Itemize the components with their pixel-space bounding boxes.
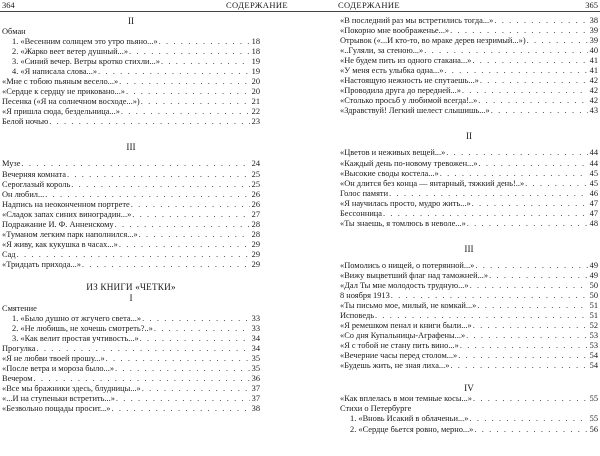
toc-entry xyxy=(340,209,598,219)
entry-page-number: 25 xyxy=(251,179,260,189)
entry-page-number: 47 xyxy=(589,208,598,218)
dot-leader xyxy=(71,180,250,190)
dot-leader xyxy=(119,240,250,250)
dot-leader xyxy=(21,159,250,169)
dot-leader xyxy=(98,67,250,77)
entry-page-number: 37 xyxy=(251,384,260,394)
entry-page-number: 51 xyxy=(589,311,598,321)
entry-page-number: 29 xyxy=(251,239,260,249)
entry-title: Голос памяти xyxy=(340,188,389,198)
toc-entry xyxy=(2,170,260,180)
dot-leader xyxy=(142,384,250,394)
dot-leader xyxy=(154,324,250,334)
page-number: 364 xyxy=(2,0,15,10)
left-toc xyxy=(2,16,260,415)
toc-entry xyxy=(2,180,260,190)
dot-leader xyxy=(129,47,250,57)
entry-title: «Дал Ты мне молодость трудную...» xyxy=(340,280,469,290)
entry-page-number: 20 xyxy=(251,77,260,87)
toc-entry xyxy=(2,230,260,240)
dot-leader xyxy=(142,314,250,324)
section-numeral: I xyxy=(129,292,133,303)
entry-title: «Не будем пить из одного стакана...» xyxy=(340,56,472,66)
entry-title: 2. «Сердце бьется ровно, мерно...» xyxy=(350,424,474,434)
dot-leader xyxy=(489,271,588,281)
entry-page-number: 44 xyxy=(589,158,598,168)
toc-entry xyxy=(2,117,260,127)
entry-title: «Здравствуй! Легкий шелест слышишь...» xyxy=(340,106,490,116)
toc-entry xyxy=(2,364,260,374)
entry-title: Обман xyxy=(2,27,26,36)
entry-page-number: 24 xyxy=(251,159,260,169)
dot-leader xyxy=(479,159,588,169)
entry-page-number: 49 xyxy=(589,270,598,280)
entry-page-number: 25 xyxy=(251,169,260,179)
entry-page-number: 27 xyxy=(251,209,260,219)
entry-page-number: 40 xyxy=(589,46,598,56)
section-numeral: II xyxy=(465,131,473,142)
entry-title: «Тридцать прихода...» xyxy=(2,259,81,269)
toc-entry xyxy=(340,66,598,76)
toc-entry xyxy=(340,96,598,106)
entry-title: Он любил... xyxy=(2,189,45,199)
dot-leader xyxy=(45,190,250,200)
entry-title: Подражание И. Ф. Анненскому xyxy=(2,219,114,229)
entry-title: «Будешь жить, не зная лиха...» xyxy=(340,361,450,371)
dot-leader xyxy=(121,107,250,117)
toc-entry xyxy=(2,97,260,107)
dot-leader xyxy=(37,344,250,354)
entry-title: Надпись на неоконченном портрете xyxy=(2,199,130,209)
spacer xyxy=(340,371,598,383)
entry-page-number: 41 xyxy=(589,56,598,66)
toc-entry xyxy=(2,47,260,57)
dot-leader xyxy=(126,87,250,97)
entry-title: Прогулка xyxy=(2,344,36,354)
dot-leader xyxy=(475,261,588,271)
toc-entry xyxy=(340,159,598,169)
dot-leader xyxy=(477,301,588,311)
toc-entry xyxy=(340,321,598,331)
dot-leader xyxy=(140,334,250,344)
dot-leader xyxy=(49,117,250,127)
entry-page-number: 50 xyxy=(589,280,598,290)
toc-entry xyxy=(340,189,598,199)
entry-page-number: 54 xyxy=(589,361,598,371)
page-number: 365 xyxy=(585,0,598,10)
entry-title: «Ты знаешь, я томлюсь в неволе...» xyxy=(340,218,466,228)
entry-page-number: 34 xyxy=(251,334,260,344)
toc-entry xyxy=(2,304,260,314)
dot-leader xyxy=(472,199,588,209)
entry-page-number: 46 xyxy=(589,188,598,198)
entry-title: «После ветра и мороза было...» xyxy=(2,364,115,374)
entry-page-number: 34 xyxy=(251,344,260,354)
entry-title: «Безвольно пощады просит...» xyxy=(2,404,111,414)
toc-entry xyxy=(340,291,598,301)
right-running-header xyxy=(300,0,600,10)
spacer xyxy=(340,229,598,244)
running-head-title: СОДЕРЖАНИЕ xyxy=(337,0,400,10)
dot-leader xyxy=(527,36,588,46)
dot-leader xyxy=(132,210,250,220)
entry-title: «Покорно мне воображенье...» xyxy=(340,26,450,36)
toc-entry xyxy=(340,86,598,96)
dot-leader xyxy=(141,97,250,107)
entry-title: Бессонница xyxy=(340,208,383,218)
toc-entry xyxy=(340,331,598,341)
entry-page-number: 21 xyxy=(251,97,260,107)
entry-page-number: 47 xyxy=(589,198,598,208)
entry-title: «Мне с тобою пьяным весело...» xyxy=(2,77,119,87)
entry-page-number: 53 xyxy=(589,341,598,351)
entry-page-number: 28 xyxy=(251,229,260,239)
entry-page-number: 38 xyxy=(251,404,260,414)
dot-leader xyxy=(131,200,250,210)
entry-title: «Сладок запах синих виноградин...» xyxy=(2,209,132,219)
entry-title: «Я не любви твоей прошу...» xyxy=(2,354,105,364)
toc-entry xyxy=(2,220,260,230)
toc-entry xyxy=(2,404,260,414)
dot-leader xyxy=(119,77,250,87)
toc-entry xyxy=(2,384,260,394)
toc-entry xyxy=(2,107,260,117)
toc-entry xyxy=(2,27,260,37)
entry-title: «Цветов и неживых вещей...» xyxy=(340,148,446,158)
entry-title: «Вечерние часы перед столом...» xyxy=(340,351,458,361)
dot-leader xyxy=(467,219,588,229)
entry-page-number: 38 xyxy=(589,16,598,25)
entry-title: «Как вплелась в мои темные косы...» xyxy=(340,394,472,404)
toc-entry xyxy=(340,219,598,229)
entry-page-number: 36 xyxy=(251,374,260,384)
toc-entry xyxy=(340,361,598,371)
entry-title: «Он длится без конца — янтарный, тяжкий день!..» xyxy=(340,178,525,188)
toc-entry xyxy=(340,301,598,311)
entry-page-number: 35 xyxy=(251,364,260,374)
entry-title: «Я живу, как кукушка в часах...» xyxy=(2,239,118,249)
dot-leader xyxy=(67,170,250,180)
dot-leader xyxy=(115,364,250,374)
dot-leader xyxy=(491,106,588,116)
toc-entry xyxy=(2,344,260,354)
entry-page-number: 35 xyxy=(251,354,260,364)
toc-entry xyxy=(340,281,598,291)
entry-title: «Туманом легким парк наполнился...» xyxy=(2,229,138,239)
toc-entry xyxy=(2,159,260,169)
entry-title: Отрывок («...И кто-то, во мраке дерев незримый...») xyxy=(340,36,526,46)
toc-entry xyxy=(2,87,260,97)
dot-leader xyxy=(375,311,588,321)
entry-page-number: 39 xyxy=(589,26,598,36)
entry-page-number: 20 xyxy=(251,87,260,97)
entry-title: «В последний раз мы встретились тогда...» xyxy=(340,16,494,25)
entry-page-number: 43 xyxy=(589,106,598,116)
book-subheading: ИЗ КНИГИ «ЧЕТКИ» xyxy=(86,281,176,292)
entry-title: «...И на ступеньки встретить...» xyxy=(2,394,115,404)
toc-entry xyxy=(340,76,598,86)
dot-leader xyxy=(466,331,588,341)
section-numeral: III xyxy=(126,142,136,153)
entry-title: «У меня есть улыбка одна...» xyxy=(340,66,444,76)
entry-title: 4. «Я написала слова...» xyxy=(12,67,98,77)
toc-entry xyxy=(340,16,598,26)
toc-entry xyxy=(2,240,260,250)
toc-entry xyxy=(2,37,260,47)
entry-page-number: 18 xyxy=(251,47,260,57)
entry-title: 3. «Синий вечер. Ветры кротко стихли...» xyxy=(12,57,160,67)
section-numeral: II xyxy=(127,16,135,26)
entry-page-number: 55 xyxy=(589,394,598,404)
entry-page-number: 52 xyxy=(589,321,598,331)
dot-leader xyxy=(424,46,588,56)
toc-entry xyxy=(340,106,598,116)
entry-page-number: 29 xyxy=(251,259,260,269)
dot-leader xyxy=(116,394,250,404)
dot-leader xyxy=(389,189,588,199)
entry-page-number: 48 xyxy=(589,218,598,228)
right-toc xyxy=(340,16,598,435)
entry-page-number: 44 xyxy=(589,148,598,158)
entry-title: 8 ноября 1913 xyxy=(340,290,390,300)
toc-entry xyxy=(340,169,598,179)
dot-leader xyxy=(34,374,250,384)
dot-leader xyxy=(159,37,250,47)
toc-entry xyxy=(2,200,260,210)
toc-entry xyxy=(340,425,598,435)
toc-entry xyxy=(340,199,598,209)
entry-page-number: 22 xyxy=(251,107,260,117)
entry-page-number: 33 xyxy=(251,324,260,334)
entry-page-number: 23 xyxy=(251,117,260,127)
entry-page-number: 39 xyxy=(589,36,598,46)
entry-page-number: 51 xyxy=(589,301,598,311)
toc-entry xyxy=(340,311,598,321)
entry-page-number: 42 xyxy=(589,96,598,106)
header-rule xyxy=(0,11,300,12)
dot-leader xyxy=(473,321,588,331)
left-running-header xyxy=(0,0,300,10)
entry-title: «Каждый день по-новому тревожен...» xyxy=(340,158,478,168)
toc-entry xyxy=(2,77,260,87)
dot-leader xyxy=(391,291,588,301)
entry-title: «Столько просьб у любимой всегда!..» xyxy=(340,96,478,106)
entry-title: «Со дня Купальницы-Аграфены...» xyxy=(340,331,466,341)
toc-entry xyxy=(340,46,598,56)
entry-page-number: 28 xyxy=(251,219,260,229)
header-rule xyxy=(300,11,600,12)
toc-entry xyxy=(2,394,260,404)
dot-leader xyxy=(460,341,588,351)
spacer xyxy=(2,270,260,282)
entry-title: Музе xyxy=(2,159,21,169)
entry-page-number: 50 xyxy=(589,290,598,300)
dot-leader xyxy=(525,179,588,189)
entry-page-number: 29 xyxy=(251,249,260,259)
running-head-title: СОДЕРЖАНИЕ xyxy=(225,0,288,10)
spacer xyxy=(340,116,598,131)
entry-page-number: 54 xyxy=(589,351,598,361)
entry-title: «Я ремешком пенал и книги были...» xyxy=(340,321,472,331)
entry-page-number: 42 xyxy=(589,86,598,96)
entry-page-number: 45 xyxy=(589,168,598,178)
dot-leader xyxy=(139,230,250,240)
toc-entry xyxy=(340,36,598,46)
entry-page-number: 55 xyxy=(589,414,598,424)
toc-entry xyxy=(340,414,598,424)
section-numeral: IV xyxy=(464,383,474,394)
toc-entry xyxy=(2,67,260,77)
entry-page-number: 37 xyxy=(251,394,260,404)
entry-title: «Ты письмо мое, милый, не комкай...» xyxy=(340,301,477,311)
entry-title: «Проводила друга до передней...» xyxy=(340,86,461,96)
dot-leader xyxy=(161,57,250,67)
entry-page-number: 45 xyxy=(589,178,598,188)
entry-title: «Я научилась просто, мудро жить...» xyxy=(340,198,471,208)
dot-leader xyxy=(472,56,588,66)
entry-page-number: 26 xyxy=(251,189,260,199)
entry-page-number: 33 xyxy=(251,314,260,324)
right-page xyxy=(300,0,600,456)
entry-title: 2. «Жарко веет ветер душный...» xyxy=(12,47,129,57)
dot-leader xyxy=(106,354,250,364)
toc-entry xyxy=(2,334,260,344)
entry-page-number: 18 xyxy=(251,37,260,47)
toc-entry xyxy=(340,261,598,271)
toc-entry xyxy=(340,26,598,36)
toc-entry xyxy=(340,179,598,189)
entry-title: Вечерняя комната xyxy=(2,169,66,179)
entry-title: 1. «Весенним солнцем это утро пьяно...» xyxy=(12,37,158,47)
entry-title: «Я с тобой не стану пить вино...» xyxy=(340,341,459,351)
entry-title: Исповедь xyxy=(340,311,375,321)
entry-title: Стихи о Петербурге xyxy=(340,404,412,414)
toc-entry xyxy=(2,210,260,220)
dot-leader xyxy=(450,26,588,36)
toc-entry xyxy=(340,56,598,66)
toc-entry xyxy=(2,57,260,67)
entry-title: «Высокие своды костела...» xyxy=(340,168,439,178)
toc-entry xyxy=(340,341,598,351)
entry-title: Белой ночью xyxy=(2,117,49,127)
entry-title: 1. «Было душно от жгучего света...» xyxy=(12,314,142,324)
entry-title: Вечером xyxy=(2,374,33,384)
toc-entry xyxy=(2,250,260,260)
toc-entry xyxy=(2,374,260,384)
toc-entry xyxy=(2,314,260,324)
entry-page-number: 56 xyxy=(589,424,598,434)
dot-leader xyxy=(440,169,588,179)
toc-entry xyxy=(2,324,260,334)
dot-leader xyxy=(480,76,588,86)
toc-entry xyxy=(340,351,598,361)
entry-title: Песенка («Я на солнечном восходе...») xyxy=(2,97,140,107)
dot-leader xyxy=(115,220,250,230)
toc-entry xyxy=(340,394,598,404)
toc-entry xyxy=(2,190,260,200)
toc-entry xyxy=(2,260,260,270)
entry-title: 1. «Вновь Исакий в облаченьи...» xyxy=(350,414,469,424)
dot-leader xyxy=(474,425,588,435)
entry-title: «Помолись о нищей, о потерянной...» xyxy=(340,260,475,270)
entry-page-number: 19 xyxy=(251,67,260,77)
toc-entry xyxy=(340,148,598,158)
dot-leader xyxy=(478,96,588,106)
entry-title: «Настоящую нежность не спутаешь...» xyxy=(340,76,479,86)
entry-page-number: 53 xyxy=(589,331,598,341)
dot-leader xyxy=(494,16,588,26)
entry-title: «Сердце к сердцу не приковано...» xyxy=(2,87,125,97)
entry-title: Смятение xyxy=(2,303,37,313)
dot-leader xyxy=(450,361,588,371)
dot-leader xyxy=(462,86,588,96)
dot-leader xyxy=(469,414,588,424)
toc-entry xyxy=(2,354,260,364)
dot-leader xyxy=(111,404,250,414)
entry-page-number: 19 xyxy=(251,57,260,67)
dot-leader xyxy=(17,250,250,260)
entry-page-number: 41 xyxy=(589,66,598,76)
section-numeral: III xyxy=(464,243,474,254)
dot-leader xyxy=(444,66,588,76)
dot-leader xyxy=(383,209,588,219)
toc-entry xyxy=(340,271,598,281)
entry-title: «..Гуляли, за стеною...» xyxy=(340,46,424,56)
entry-page-number: 49 xyxy=(589,260,598,270)
entry-title: «Все мы бражники здесь, блудницы...» xyxy=(2,384,141,394)
dot-leader xyxy=(470,281,588,291)
dot-leader xyxy=(458,351,588,361)
dot-leader xyxy=(446,148,588,158)
spacer xyxy=(2,127,260,142)
entry-title: 3. «Как велит простая учтивость...» xyxy=(12,334,139,344)
entry-title: 2. «Не любишь, не хочешь смотреть?..» xyxy=(12,324,153,334)
toc-entry xyxy=(340,404,598,414)
entry-page-number: 42 xyxy=(589,76,598,86)
dot-leader xyxy=(473,394,588,404)
entry-title: Сероглазый король xyxy=(2,179,71,189)
entry-page-number: 26 xyxy=(251,199,260,209)
entry-title: «Я пришла сюда, бездельница...» xyxy=(2,107,120,117)
dot-leader xyxy=(82,260,250,270)
entry-title: «Вижу выцветший флаг над таможней...» xyxy=(340,270,489,280)
entry-title: Сад xyxy=(2,249,16,259)
